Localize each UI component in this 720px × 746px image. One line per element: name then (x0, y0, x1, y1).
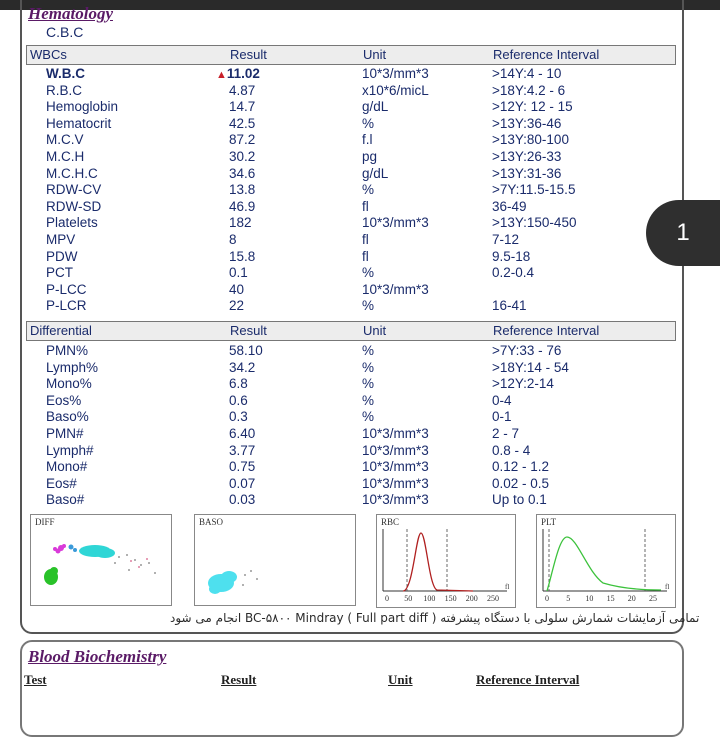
table-row (26, 409, 674, 426)
plt-tick-label: 15 (606, 594, 615, 603)
table-row (26, 376, 674, 393)
table-row (26, 132, 674, 149)
test-reference: >14Y:4 - 10 (492, 66, 562, 81)
test-unit: f.l (362, 132, 373, 148)
test-name: M.C.H.C (46, 165, 98, 181)
table-row (26, 282, 674, 299)
table-row (26, 265, 674, 282)
test-reference: 36-49 (492, 198, 527, 214)
rbc-tick-label: 150 (444, 594, 457, 603)
table-row (26, 492, 674, 509)
test-result: 15.8 (229, 248, 256, 264)
test-result: 182 (229, 215, 252, 231)
plt-histogram (536, 514, 676, 608)
test-unit: % (362, 265, 375, 281)
table-row (26, 459, 674, 476)
rbc-tick-label: 100 (423, 594, 436, 603)
test-unit: 10*3/mm*3 (362, 475, 429, 491)
test-reference: Up to 0.1 (492, 492, 547, 508)
result-value: 11.02 (226, 66, 260, 81)
test-name: Eos# (46, 475, 77, 491)
test-unit: % (362, 376, 375, 392)
header-group: Differential (30, 323, 92, 338)
test-unit: fl (362, 248, 369, 264)
test-unit: 10*3/mm*3 (362, 281, 429, 297)
test-result: 0.6 (229, 392, 248, 408)
table-row (26, 66, 674, 83)
test-unit: 10*3/mm*3 (362, 215, 429, 231)
test-reference: 0-1 (492, 409, 512, 425)
header-reference: Reference Interval (493, 323, 600, 338)
table-row (26, 232, 674, 249)
test-name: M.C.H (46, 149, 85, 164)
test-result: 22 (229, 298, 245, 314)
test-name: R.B.C (46, 82, 83, 98)
table-row (26, 83, 674, 100)
test-reference: >13Y:26-33 (492, 149, 562, 164)
table-row (26, 360, 674, 377)
table-row (26, 393, 674, 410)
test-unit: % (362, 182, 375, 198)
plt-tick-label: 10 (585, 594, 594, 603)
test-name: PMN% (46, 343, 89, 358)
biochem-header-reference: Reference Interval (476, 672, 580, 687)
table-row (26, 99, 674, 116)
test-reference: >18Y:14 - 54 (492, 359, 569, 375)
rbc-unit-label: fl (505, 583, 510, 591)
test-name: Mono% (46, 376, 92, 392)
test-name: Platelets (46, 215, 98, 231)
test-result (216, 66, 260, 81)
test-result: 3.77 (229, 442, 256, 458)
test-result: 34.2 (229, 359, 256, 375)
test-name: M.C.V (46, 132, 84, 148)
table-row (26, 249, 674, 266)
header-result: Result (230, 323, 267, 338)
table-row (26, 182, 674, 199)
diff-scattergram-label: DIFF (35, 517, 55, 527)
plt-unit-label: fl (665, 583, 670, 591)
rbc-tick-label: 250 (487, 594, 499, 603)
test-name: PDW (46, 248, 78, 264)
rbc-histogram (376, 514, 516, 608)
test-name: PCT (46, 265, 73, 281)
test-reference: >18Y:4.2 - 6 (492, 82, 566, 98)
test-result: 34.6 (229, 165, 256, 181)
test-result: 0.03 (229, 492, 256, 508)
biochem-header-unit: Unit (388, 672, 413, 687)
test-unit: % (362, 298, 375, 314)
plt-tick-label: 5 (566, 594, 571, 603)
test-unit: % (362, 409, 375, 425)
test-reference: 9.5-18 (492, 248, 531, 264)
test-reference: >12Y:2-14 (492, 376, 554, 392)
test-unit: fl (362, 198, 369, 214)
plt-curve (547, 537, 661, 591)
biochem-header-result: Result (221, 672, 257, 687)
section-title: Hematology (28, 4, 113, 23)
test-result: 42.5 (229, 115, 256, 131)
test-reference: 16-41 (492, 298, 527, 314)
wbc-table-header (26, 45, 676, 65)
test-reference: 7-12 (492, 232, 520, 247)
test-name: P-LCR (46, 298, 87, 314)
page-indicator: 1 (646, 200, 720, 266)
test-result: 6.8 (229, 376, 248, 392)
diff-scattergram-plot (31, 515, 171, 605)
test-reference: 0-4 (492, 392, 512, 408)
header-unit: Unit (363, 323, 387, 338)
test-reference: 0.8 - 4 (492, 442, 531, 458)
table-row (26, 426, 674, 443)
plt-tick-label: 0 (545, 594, 549, 603)
test-unit: % (362, 115, 375, 131)
test-name: P-LCC (46, 281, 87, 297)
diff-scattergram (30, 514, 172, 606)
test-name: Baso% (46, 409, 89, 425)
test-unit: x10*6/micL (362, 82, 429, 98)
test-name: Hematocrit (46, 115, 112, 131)
test-unit: g/dL (362, 99, 389, 115)
test-unit: 10*3/mm*3 (362, 426, 429, 441)
table-row (26, 298, 674, 315)
header-result: Result (230, 47, 267, 62)
section-subtitle: C.B.C (46, 24, 84, 40)
test-result: 46.9 (229, 198, 256, 214)
baso-scattergram (194, 514, 356, 606)
test-result: 58.10 (229, 343, 263, 358)
test-unit: g/dL (362, 165, 389, 181)
baso-scattergram-label: BASO (199, 517, 224, 527)
header-unit: Unit (363, 47, 387, 62)
test-name: RDW-SD (46, 198, 102, 214)
test-reference: >13Y:150-450 (492, 215, 577, 231)
test-unit: pg (362, 149, 378, 164)
test-name: Mono# (46, 459, 88, 475)
test-name: MPV (46, 232, 76, 247)
table-row (26, 476, 674, 493)
table-row (26, 166, 674, 183)
test-name: Lymph# (46, 442, 94, 458)
test-name: Eos% (46, 392, 82, 408)
rbc-histogram-label: RBC (381, 517, 400, 527)
biochemistry-title: Blood Biochemistry (28, 647, 167, 666)
high-flag-icon: ▲ (216, 69, 227, 81)
test-result: 40 (229, 281, 245, 297)
test-reference: 0.12 - 1.2 (492, 459, 550, 475)
test-name: W.B.C (46, 66, 85, 81)
test-reference: 0.2-0.4 (492, 265, 535, 281)
test-unit: fl (362, 232, 369, 247)
test-reference: 0.02 - 0.5 (492, 475, 550, 491)
test-unit: 10*3/mm*3 (362, 459, 429, 475)
rbc-tick-label: 0 (385, 594, 389, 603)
rbc-tick-label: 200 (465, 594, 478, 603)
test-result: 14.7 (229, 99, 256, 115)
test-name: Baso# (46, 492, 85, 508)
rbc-tick-label: 50 (404, 594, 413, 603)
test-result: 0.75 (229, 459, 256, 475)
table-row (26, 116, 674, 133)
test-unit: % (362, 359, 375, 375)
table-row (26, 199, 674, 216)
test-result: 4.87 (229, 82, 256, 98)
test-name: Lymph% (46, 359, 99, 375)
test-name: RDW-CV (46, 182, 102, 198)
test-reference: >13Y:80-100 (492, 132, 569, 148)
table-row (26, 443, 674, 460)
test-unit: 10*3/mm*3 (362, 492, 429, 508)
plt-tick-label: 25 (649, 594, 657, 603)
test-unit: 10*3/mm*3 (362, 66, 429, 81)
header-group: WBCs (30, 47, 67, 62)
test-reference: 2 - 7 (492, 426, 520, 441)
test-reference: >7Y:33 - 76 (492, 343, 562, 358)
test-result: 13.8 (229, 182, 256, 198)
test-reference: >12Y: 12 - 15 (492, 99, 573, 115)
test-result: 87.2 (229, 132, 256, 148)
test-result: 30.2 (229, 149, 256, 164)
plt-histogram-plot (537, 515, 675, 607)
differential-table-header (26, 321, 676, 341)
table-row (26, 215, 674, 232)
test-result: 0.1 (229, 265, 248, 281)
test-name: Hemoglobin (46, 99, 119, 115)
analyzer-footnote: تمامی آزمایشات شمارش سلولی با دستگاه پیشرفته BC-۵۸۰۰ Mindray ( Full part diff ) انجام می شود (170, 611, 700, 625)
test-result: 0.07 (229, 475, 256, 491)
table-row (26, 343, 674, 360)
header-reference: Reference Interval (493, 47, 600, 62)
baso-scattergram-plot (195, 515, 355, 605)
test-result: 6.40 (229, 426, 256, 441)
test-reference: >13Y:31-36 (492, 165, 562, 181)
table-row (26, 149, 674, 166)
biochem-header-test: Test (24, 672, 47, 687)
test-unit: % (362, 392, 375, 408)
test-result: 0.3 (229, 409, 248, 425)
test-unit: 10*3/mm*3 (362, 442, 429, 458)
test-reference: >13Y:36-46 (492, 115, 562, 131)
plt-histogram-label: PLT (541, 517, 557, 527)
test-result: 8 (229, 232, 237, 247)
test-unit: % (362, 343, 375, 358)
test-name: PMN# (46, 426, 84, 441)
plt-tick-label: 20 (627, 594, 636, 603)
test-reference: >7Y:11.5-15.5 (492, 182, 576, 198)
rbc-histogram-plot (377, 515, 515, 607)
rbc-curve (403, 533, 473, 591)
